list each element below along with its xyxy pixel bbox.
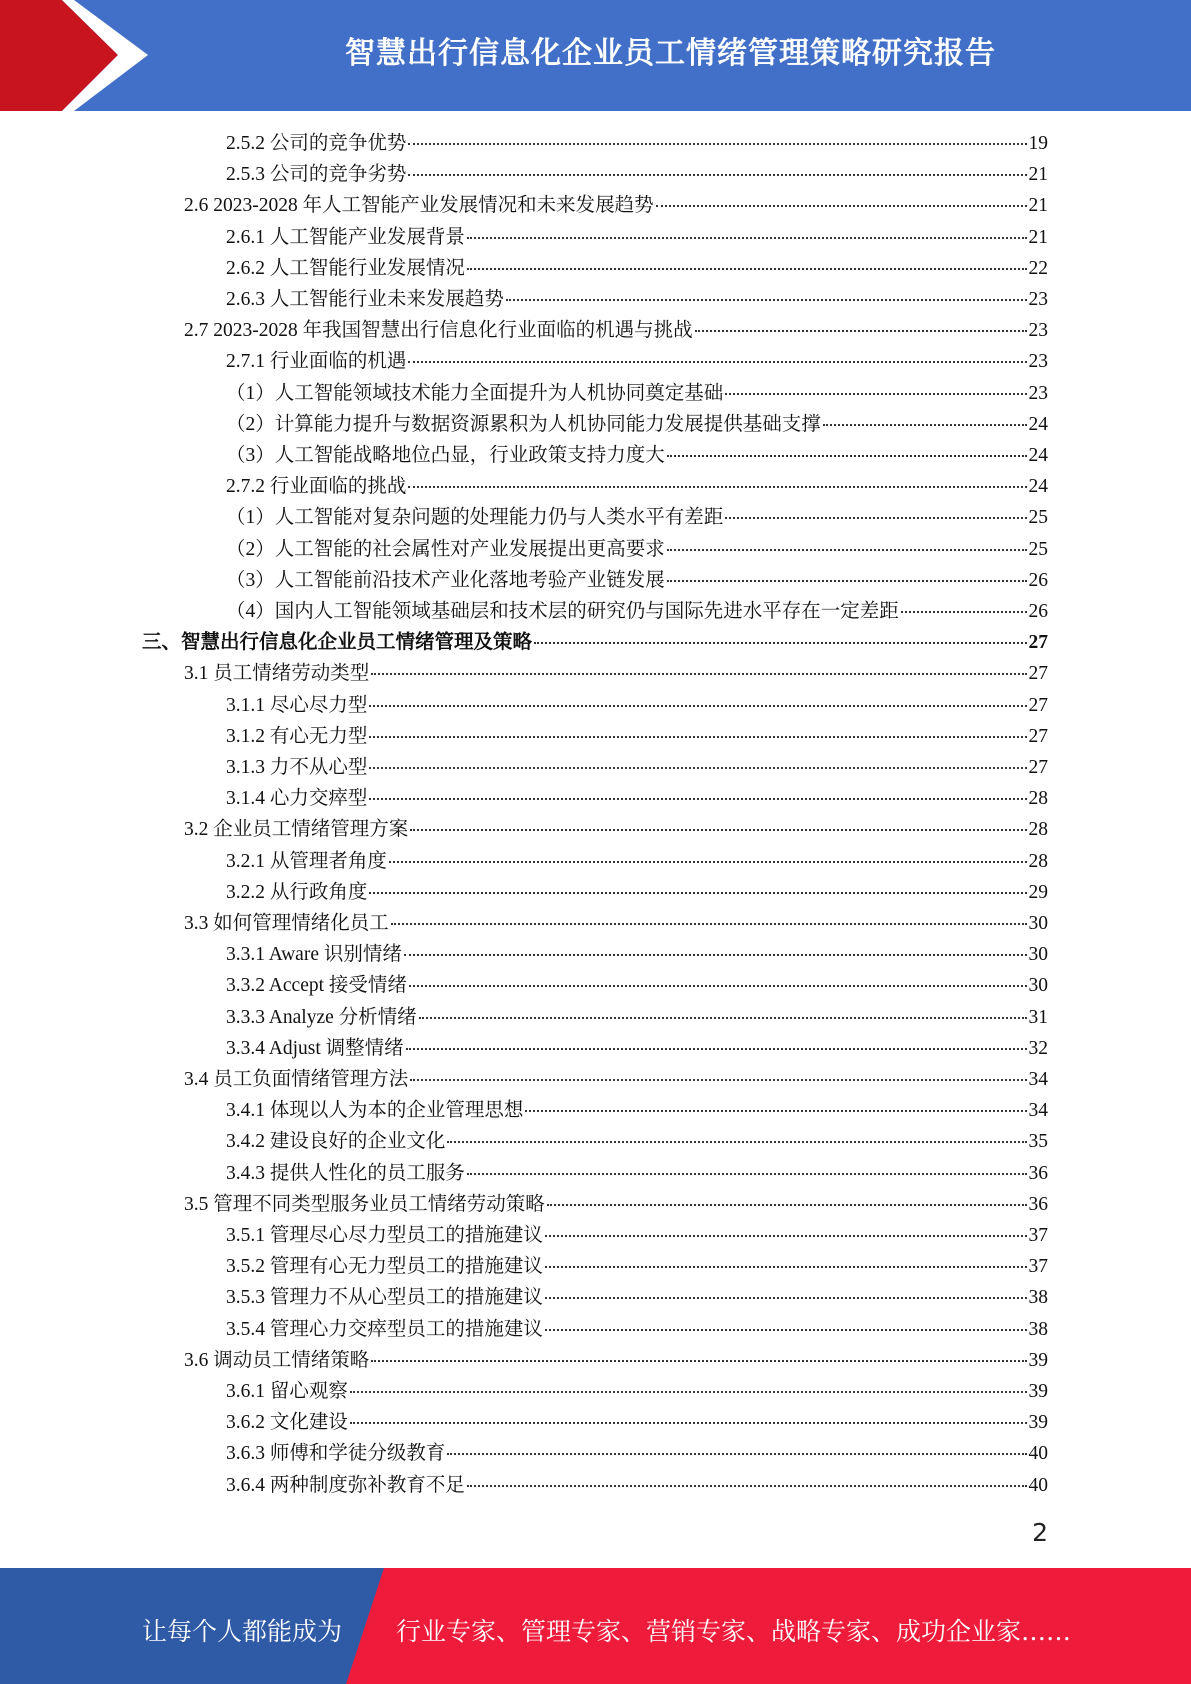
toc-entry[interactable] bbox=[226, 1437, 1048, 1468]
toc-entry[interactable] bbox=[226, 1281, 1048, 1312]
toc-entry[interactable] bbox=[226, 1313, 1048, 1344]
toc-entry[interactable] bbox=[226, 1375, 1048, 1406]
toc-entry[interactable] bbox=[226, 377, 1048, 408]
toc-entry-page: 21 bbox=[1028, 164, 1048, 186]
toc-entry-page: 27 bbox=[1028, 725, 1048, 747]
toc-dot-leader bbox=[545, 1329, 1027, 1331]
toc-entry[interactable] bbox=[226, 595, 1048, 626]
toc-entry-page: 39 bbox=[1028, 1412, 1048, 1434]
toc-dot-leader bbox=[656, 205, 1027, 207]
toc-entry-title: 3.5.3 管理力不从心型员工的措施建议 bbox=[226, 1287, 543, 1309]
toc-entry-title: 2.6.2 人工智能行业发展情况 bbox=[226, 257, 465, 279]
toc-entry[interactable] bbox=[184, 1063, 1048, 1094]
toc-entry-title: 2.6.1 人工智能产业发展背景 bbox=[226, 226, 465, 248]
toc-dot-leader bbox=[667, 455, 1027, 457]
toc-entry-title: 2.7 2023-2028 年我国智慧出行信息化行业面临的机遇与挑战 bbox=[184, 320, 693, 342]
toc-entry[interactable] bbox=[226, 564, 1048, 595]
toc-entry[interactable] bbox=[226, 345, 1048, 376]
toc-entry-page: 37 bbox=[1028, 1225, 1048, 1246]
toc-dot-leader bbox=[667, 580, 1027, 582]
toc-dot-leader bbox=[369, 767, 1026, 769]
toc-entry-title: 3.1.1 尽心尽力型 bbox=[226, 694, 368, 716]
toc-entry[interactable] bbox=[184, 189, 1048, 220]
toc-dot-leader bbox=[467, 1485, 1027, 1487]
toc-entry-title: 2.5.3 公司的竞争劣势 bbox=[226, 164, 407, 186]
toc-dot-leader bbox=[419, 1017, 1027, 1019]
toc-entry[interactable] bbox=[226, 938, 1048, 969]
toc-entry-page: 21 bbox=[1028, 195, 1048, 217]
toc-entry-page: 32 bbox=[1028, 1037, 1048, 1059]
toc-entry[interactable] bbox=[226, 501, 1048, 532]
toc-dot-leader bbox=[667, 549, 1027, 551]
toc-entry-page: 19 bbox=[1028, 133, 1048, 154]
toc-entry-page: 26 bbox=[1028, 569, 1048, 591]
toc-entry-page: 27 bbox=[1028, 757, 1048, 778]
toc-entry[interactable] bbox=[226, 1406, 1048, 1437]
toc-entry[interactable] bbox=[226, 221, 1048, 252]
toc-dot-leader bbox=[545, 1235, 1027, 1237]
toc-entry-title: 3.5.1 管理尽心尽力型员工的措施建议 bbox=[226, 1225, 543, 1246]
toc-entry[interactable] bbox=[142, 626, 1048, 657]
toc-entry-title: 3.5.2 管理有心无力型员工的措施建议 bbox=[226, 1256, 543, 1278]
toc-entry-title: 3.3 如何管理情绪化员工 bbox=[184, 913, 389, 934]
toc-entry[interactable] bbox=[226, 782, 1048, 813]
toc-entry-title: 3.4 员工负面情绪管理方法 bbox=[184, 1069, 409, 1090]
toc-entry-page: 31 bbox=[1028, 1006, 1048, 1028]
toc-entry-page: 35 bbox=[1028, 1131, 1048, 1153]
toc-entry[interactable] bbox=[226, 1032, 1048, 1063]
toc-entry-page: 40 bbox=[1028, 1443, 1048, 1465]
toc-entry-page: 36 bbox=[1028, 1193, 1048, 1215]
toc-dot-leader bbox=[545, 1266, 1027, 1268]
footer-slogan-left: 让每个人都能成为 bbox=[142, 1617, 343, 1646]
toc-dot-leader bbox=[525, 1110, 1026, 1112]
toc-entry-title: （1）人工智能领域技术能力全面提升为人机协同奠定基础 bbox=[226, 382, 724, 404]
footer-slogan-right: 行业专家、管理专家、营销专家、战略专家、成功企业家…… bbox=[396, 1617, 1072, 1646]
toc-entry[interactable] bbox=[226, 408, 1048, 439]
toc-entry-title: 3.4.3 提供人性化的员工服务 bbox=[226, 1162, 465, 1184]
toc-dot-leader bbox=[823, 424, 1027, 426]
toc-dot-leader bbox=[350, 1422, 1027, 1424]
toc-entry-title: 3.3.1 Aware 识别情绪 bbox=[226, 944, 402, 966]
toc-dot-leader bbox=[410, 1079, 1026, 1081]
toc-entry[interactable] bbox=[184, 1188, 1048, 1219]
toc-dot-leader bbox=[467, 237, 1027, 239]
toc-entry-page: 38 bbox=[1028, 1287, 1048, 1309]
toc-dot-leader bbox=[389, 861, 1027, 863]
toc-dot-leader bbox=[408, 486, 1026, 488]
toc-dot-leader bbox=[695, 330, 1027, 332]
page-footer bbox=[0, 1568, 1191, 1684]
toc-dot-leader bbox=[545, 1297, 1027, 1299]
toc-entry[interactable] bbox=[226, 127, 1048, 158]
toc-entry-title: （3）人工智能前沿技术产业化落地考验产业链发展 bbox=[226, 569, 665, 591]
toc-entry-title: （1）人工智能对复杂问题的处理能力仍与人类水平有差距 bbox=[226, 507, 724, 529]
toc-dot-leader bbox=[404, 954, 1027, 956]
toc-entry-title: 2.6.3 人工智能行业未来发展趋势 bbox=[226, 289, 504, 310]
toc-entry-page: 27 bbox=[1028, 632, 1048, 654]
toc-entry-page: 26 bbox=[1028, 601, 1048, 622]
toc-entry[interactable] bbox=[184, 314, 1048, 345]
toc-entry-page: 28 bbox=[1028, 788, 1048, 810]
toc-entry[interactable] bbox=[226, 283, 1048, 314]
toc-entry[interactable] bbox=[226, 252, 1048, 283]
toc-entry-title: 2.7.2 行业面临的挑战 bbox=[226, 476, 407, 498]
toc-entry-page: 25 bbox=[1028, 507, 1048, 529]
toc-entry-page: 22 bbox=[1028, 257, 1048, 279]
toc-entry-page: 27 bbox=[1028, 663, 1048, 685]
toc-entry-title: 2.6 2023-2028 年人工智能产业发展情况和未来发展趋势 bbox=[184, 195, 654, 217]
toc-entry[interactable] bbox=[226, 876, 1048, 907]
toc-entry-title: 3.6 调动员工情绪策略 bbox=[184, 1349, 370, 1371]
toc-entry-title: 3.2.2 从行政角度 bbox=[226, 881, 368, 903]
toc-entry-title: 三、智慧出行信息化企业员工情绪管理及策略 bbox=[142, 632, 533, 654]
toc-entry[interactable] bbox=[184, 813, 1048, 844]
toc-entry[interactable] bbox=[226, 845, 1048, 876]
toc-entry-title: 3.5 管理不同类型服务业员工情绪劳动策略 bbox=[184, 1193, 545, 1215]
toc-entry[interactable] bbox=[184, 657, 1048, 688]
toc-dot-leader bbox=[447, 1141, 1026, 1143]
toc-dot-leader bbox=[371, 673, 1026, 675]
toc-entry-page: 30 bbox=[1028, 913, 1048, 934]
toc-entry[interactable] bbox=[226, 533, 1048, 564]
toc-entry-page: 34 bbox=[1028, 1069, 1048, 1090]
toc-entry-page: 23 bbox=[1028, 320, 1048, 342]
toc-entry-page: 28 bbox=[1028, 819, 1048, 841]
page-number: 2 bbox=[1032, 1518, 1048, 1547]
report-title: 智慧出行信息化企业员工情绪管理策略研究报告 bbox=[345, 36, 996, 71]
toc-dot-leader bbox=[369, 892, 1026, 894]
toc-entry-page: 38 bbox=[1028, 1318, 1048, 1340]
toc-entry[interactable] bbox=[226, 751, 1048, 782]
toc-entry[interactable] bbox=[226, 439, 1048, 470]
toc-entry-title: （4）国内人工智能领域基础层和技术层的研究仍与国际先进水平存在一定差距 bbox=[226, 601, 899, 622]
toc-entry-page: 23 bbox=[1028, 289, 1048, 310]
toc-entry-title: 3.2.1 从管理者角度 bbox=[226, 850, 387, 872]
toc-entry-page: 37 bbox=[1028, 1256, 1048, 1278]
toc-dot-leader bbox=[371, 1360, 1026, 1362]
toc-entry-page: 24 bbox=[1028, 413, 1048, 435]
toc-dot-leader bbox=[408, 361, 1026, 363]
toc-dot-leader bbox=[408, 174, 1026, 176]
toc-entry[interactable] bbox=[226, 1125, 1048, 1156]
toc-dot-leader bbox=[506, 299, 1027, 301]
toc-entry-page: 23 bbox=[1028, 351, 1048, 373]
toc-entry-title: 2.7.1 行业面临的机遇 bbox=[226, 351, 407, 373]
toc-dot-leader bbox=[391, 923, 1027, 925]
toc-entry-title: （2）人工智能的社会属性对产业发展提出更高要求 bbox=[226, 538, 665, 560]
toc-entry-page: 39 bbox=[1028, 1349, 1048, 1371]
toc-entry-title: 3.5.4 管理心力交瘁型员工的措施建议 bbox=[226, 1318, 543, 1340]
toc-dot-leader bbox=[369, 798, 1026, 800]
toc-entry-page: 34 bbox=[1028, 1100, 1048, 1122]
toc-entry-page: 23 bbox=[1028, 382, 1048, 404]
toc-entry[interactable] bbox=[226, 1094, 1048, 1125]
toc-entry-title: 3.6.1 留心观察 bbox=[226, 1381, 348, 1402]
toc-entry-title: 3.3.4 Adjust 调整情绪 bbox=[226, 1037, 404, 1059]
toc-dot-leader bbox=[406, 1048, 1027, 1050]
toc-entry-page: 25 bbox=[1028, 538, 1048, 560]
toc-dot-leader bbox=[408, 143, 1026, 145]
toc-dot-leader bbox=[409, 985, 1027, 987]
toc-entry[interactable] bbox=[226, 720, 1048, 751]
toc-entry[interactable] bbox=[226, 1219, 1048, 1250]
toc-entry-title: 3.1 员工情绪劳动类型 bbox=[184, 663, 370, 685]
toc-entry-title: 3.6.3 师傅和学徒分级教育 bbox=[226, 1443, 446, 1465]
toc-entry[interactable] bbox=[184, 1344, 1048, 1375]
toc-entry-title: 3.3.3 Analyze 分析情绪 bbox=[226, 1006, 417, 1028]
toc-dot-leader bbox=[534, 642, 1026, 644]
toc-entry-page: 39 bbox=[1028, 1381, 1048, 1402]
toc-entry-page: 30 bbox=[1028, 944, 1048, 966]
toc-entry-title: 3.6.4 两种制度弥补教育不足 bbox=[226, 1474, 465, 1496]
toc-entry[interactable] bbox=[226, 1001, 1048, 1032]
toc-entry-page: 40 bbox=[1028, 1474, 1048, 1496]
toc-entry[interactable] bbox=[226, 158, 1048, 189]
toc-entry-title: （3）人工智能战略地位凸显，行业政策支持力度大 bbox=[226, 445, 665, 466]
toc-dot-leader bbox=[467, 1173, 1027, 1175]
toc-entry-title: 2.5.2 公司的竞争优势 bbox=[226, 133, 407, 154]
toc-dot-leader bbox=[725, 517, 1026, 519]
toc-dot-leader bbox=[901, 611, 1027, 613]
toc-entry-page: 24 bbox=[1028, 476, 1048, 498]
toc-dot-leader bbox=[369, 705, 1026, 707]
toc-entry-title: 3.1.2 有心无力型 bbox=[226, 725, 368, 747]
toc-entry-page: 29 bbox=[1028, 881, 1048, 903]
toc-entry-title: 3.4.1 体现以人为本的企业管理思想 bbox=[226, 1100, 524, 1122]
toc-entry[interactable] bbox=[226, 1469, 1048, 1500]
toc-entry-page: 27 bbox=[1028, 694, 1048, 716]
toc-entry-title: 3.3.2 Accept 接受情绪 bbox=[226, 975, 407, 997]
toc-entry-page: 21 bbox=[1028, 226, 1048, 248]
toc-entry-page: 28 bbox=[1028, 850, 1048, 872]
toc-entry-title: 3.6.2 文化建设 bbox=[226, 1412, 348, 1434]
page-header bbox=[0, 0, 1191, 111]
toc-dot-leader bbox=[547, 1204, 1027, 1206]
toc-dot-leader bbox=[350, 1391, 1027, 1393]
toc-entry-page: 30 bbox=[1028, 975, 1048, 997]
toc-entry[interactable] bbox=[226, 1250, 1048, 1281]
toc-entry-page: 24 bbox=[1028, 445, 1048, 466]
toc-entry-title: 3.1.4 心力交瘁型 bbox=[226, 788, 368, 810]
toc-dot-leader bbox=[467, 268, 1027, 270]
toc-entry-title: 3.1.3 力不从心型 bbox=[226, 757, 368, 778]
toc-entry[interactable] bbox=[226, 689, 1048, 720]
toc-entry-page: 36 bbox=[1028, 1162, 1048, 1184]
toc-entry-title: （2）计算能力提升与数据资源累积为人机协同能力发展提供基础支撑 bbox=[226, 413, 821, 435]
toc-dot-leader bbox=[410, 829, 1026, 831]
toc-dot-leader bbox=[725, 393, 1026, 395]
toc-entry[interactable] bbox=[184, 907, 1048, 938]
toc-entry[interactable] bbox=[226, 1157, 1048, 1188]
toc-entry-title: 3.2 企业员工情绪管理方案 bbox=[184, 819, 409, 841]
toc-entry-title: 3.4.2 建设良好的企业文化 bbox=[226, 1131, 446, 1153]
toc-entry[interactable] bbox=[226, 470, 1048, 501]
toc-dot-leader bbox=[447, 1453, 1026, 1455]
toc-entry[interactable] bbox=[226, 969, 1048, 1000]
toc-dot-leader bbox=[369, 736, 1026, 738]
